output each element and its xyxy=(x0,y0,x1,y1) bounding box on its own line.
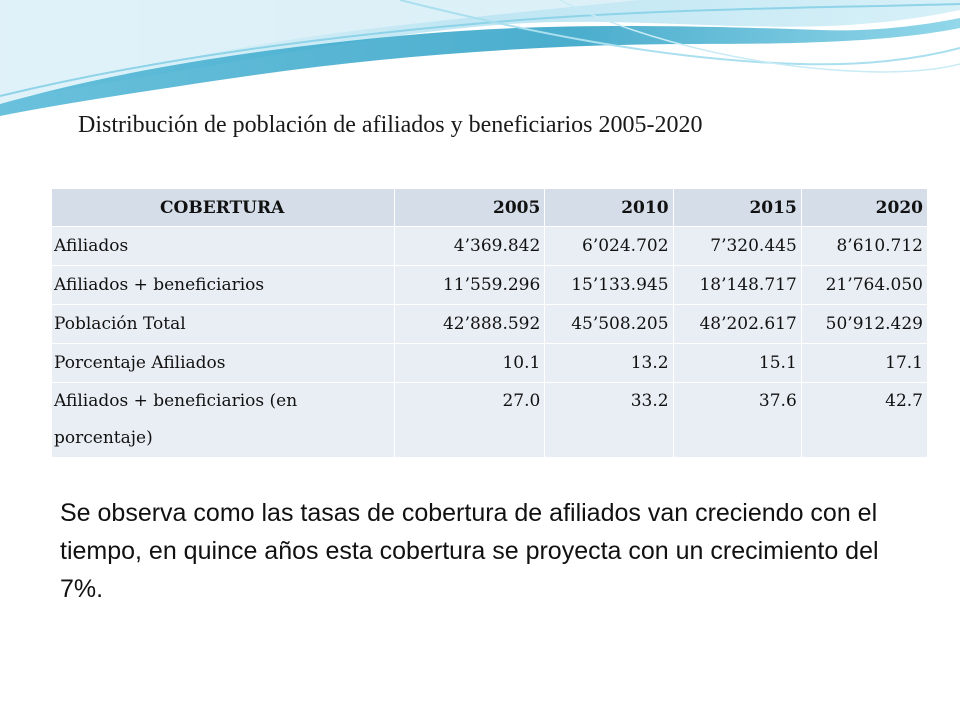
cell-value: 4’369.842 xyxy=(395,227,545,266)
row-label: Afiliados + beneficiarios xyxy=(52,266,395,305)
header-2005: 2005 xyxy=(395,189,545,227)
decorative-wave xyxy=(0,0,960,130)
coverage-table xyxy=(51,188,928,458)
cell-value: 18’148.717 xyxy=(673,266,801,305)
header-2020: 2020 xyxy=(801,189,927,227)
cell-value: 7’320.445 xyxy=(673,227,801,266)
header-2010: 2010 xyxy=(545,189,673,227)
header-2015: 2015 xyxy=(673,189,801,227)
header-cobertura: COBERTURA xyxy=(52,189,395,227)
cell-value: 10.1 xyxy=(395,344,545,383)
cell-value: 6’024.702 xyxy=(545,227,673,266)
cell-value: 21’764.050 xyxy=(801,266,927,305)
summary-paragraph: Se observa como las tasas de cobertura de afiliados van creciendo con el tiempo, en quince años esta cobertura se proyecta con un crecimiento del 7%. xyxy=(60,499,879,603)
row-label: Población Total xyxy=(52,305,395,344)
cell-value: 17.1 xyxy=(801,344,927,383)
row-label: Porcentaje Afiliados xyxy=(52,344,395,383)
cell-value: 15’133.945 xyxy=(545,266,673,305)
cell-value: 42’888.592 xyxy=(395,305,545,344)
cell-value: 33.2 xyxy=(545,383,673,458)
cell-value: 15.1 xyxy=(673,344,801,383)
table-row xyxy=(52,344,928,383)
cell-value: 8’610.712 xyxy=(801,227,927,266)
cell-value: 27.0 xyxy=(395,383,545,458)
table-row xyxy=(52,383,928,458)
table-header-row xyxy=(52,189,928,227)
cell-value: 48’202.617 xyxy=(673,305,801,344)
cell-value: 37.6 xyxy=(673,383,801,458)
cell-value: 42.7 xyxy=(801,383,927,458)
row-label: Afiliados + beneficiarios (en porcentaje) xyxy=(52,383,395,458)
table-row xyxy=(52,227,928,266)
cell-value: 13.2 xyxy=(545,344,673,383)
row-label: Afiliados xyxy=(52,227,395,266)
table-row xyxy=(52,305,928,344)
table-row xyxy=(52,266,928,305)
cell-value: 45’508.205 xyxy=(545,305,673,344)
slide-title: Distribución de población de afiliados y beneficiarios 2005-2020 xyxy=(78,112,703,138)
cell-value: 11’559.296 xyxy=(395,266,545,305)
cell-value: 50’912.429 xyxy=(801,305,927,344)
